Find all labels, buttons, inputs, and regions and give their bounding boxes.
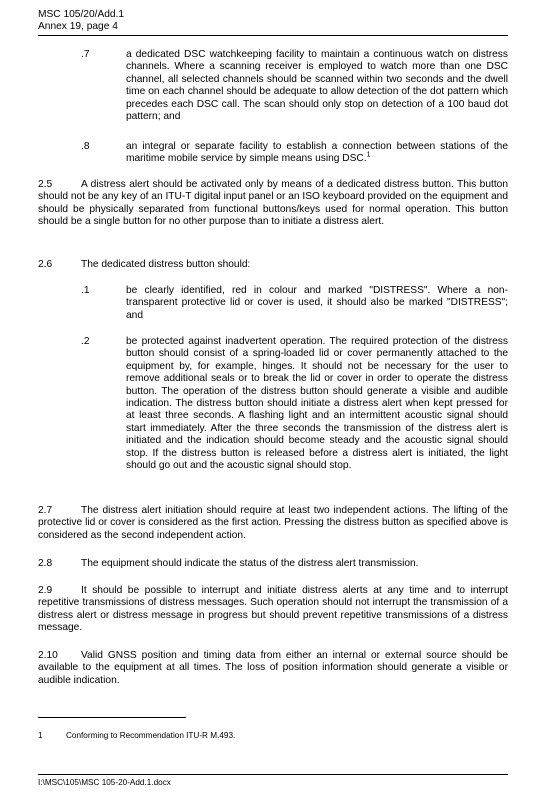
document-symbol: MSC 105/20/Add.1 — [38, 9, 125, 20]
list-item-text: an integral or separate facility to establish a connection between stations of the maritime mobile service by simple means using DSC.$^1$ — [126, 141, 508, 165]
footer-divider — [38, 774, 508, 775]
paragraph-number: 2.8 — [38, 558, 53, 569]
list-item-8 — [81, 141, 508, 166]
list-item-number: .2 — [81, 336, 90, 347]
footnote — [38, 731, 235, 741]
paragraph-text: Valid GNSS position and timing data from either an internal or external source should be available to the equipment at all times. The loss of position information should generate a visible or audible indication. — [38, 650, 508, 686]
list-item-2-6-2 — [81, 336, 508, 472]
paragraph-2-8 — [38, 558, 508, 570]
header-divider — [38, 35, 508, 36]
paragraph-number: 2.7 — [38, 505, 53, 516]
list-item-number: .7 — [81, 49, 90, 60]
annex-page-label: Annex 19, page 4 — [38, 20, 118, 32]
page-header — [38, 9, 124, 32]
paragraph-text: It should be possible to interrupt and initiate distress alerts at any time and to interrupt repetitive transmissions of distress messages. Such operation should not interrupt the transmission of a distress alert or distress message in progress but should prevent repetitive transmissions of a distress message. — [38, 585, 508, 634]
paragraph-number: 2.10 — [38, 650, 58, 661]
list-item-2-6-1 — [81, 285, 508, 322]
footnote-number: 1 — [38, 731, 43, 740]
list-item-text: be protected against inadvertent operation. The required protection of the distress button should consist of a spring-loaded lid or cover permanently attached to the equipment by, for example, hinges. It should not be necessary for the user to remove additional seals or to break the lid or cover in order to operate the distress button. The operation of the distress button should generate a visible and audible indication. The distress button should initiate a distress alert when kept pressed for at least three seconds. A flashing light and an intermittent acoustic signal should start immediately. After the three seconds the transmission of the distress alert is initiated and the indication should become steady and the acoustic signal should stop. If the distress button is released before a distress alert is initiated, the light should go out and the acoustic signal should stop. — [126, 336, 508, 472]
paragraph-text: The dedicated distress button should: — [81, 259, 251, 270]
list-item-number: .8 — [81, 141, 90, 152]
footnote-separator — [38, 717, 186, 718]
file-path-footer: I:\MSC\105\MSC 105-20-Add.1.docx — [38, 778, 171, 787]
paragraph-text: The distress alert initiation should require at least two independent actions. The lifting of the protective lid or cover is considered as the first action. Pressing the distress button as specified above is considered as the second independent action. — [38, 505, 508, 541]
paragraph-text: A distress alert should be activated only by means of a dedicated distress button. This button should not be any key of an ITU-T digital input panel or an ISO keyboard provided on the equipment and should be physically separated from functional buttons/keys used for normal operation. This button should be a single button for no other purpose than to initiate a distress alert. — [38, 179, 508, 228]
paragraph-number: 2.9 — [38, 585, 53, 596]
list-item-text: be clearly identified, red in colour and marked "DISTRESS". Where a non-transparent protective lid or cover is used, it should also be marked "DISTRESS"; and — [126, 285, 508, 321]
footnote-reference[interactable]: 1 — [366, 152, 371, 160]
paragraph-number: 2.6 — [38, 259, 53, 270]
list-item-number: .1 — [81, 285, 90, 296]
paragraph-number: 2.5 — [38, 179, 53, 190]
paragraph-text: The equipment should indicate the status of the distress alert transmission. — [81, 558, 419, 569]
list-item-7 — [81, 49, 508, 123]
list-item-text: a dedicated DSC watchkeeping facility to maintain a continuous watch on distress channels. Where a scanning receiver is employed to watch more than one DSC channel, all selected channels should be scanned within two seconds and the dwell time on each channel should be adequate to allow detection of the dot pattern which precedes each DSC call. The scan should only stop on detection of a 100 baud dot pattern; and — [126, 49, 508, 123]
paragraph-2-7 — [38, 505, 508, 542]
paragraph-2-9 — [38, 585, 508, 635]
paragraph-2-10 — [38, 650, 508, 687]
footnote-text: Conforming to Recommendation ITU-R M.493. — [66, 731, 236, 740]
paragraph-2-6 — [38, 259, 508, 271]
paragraph-2-5 — [38, 179, 508, 229]
